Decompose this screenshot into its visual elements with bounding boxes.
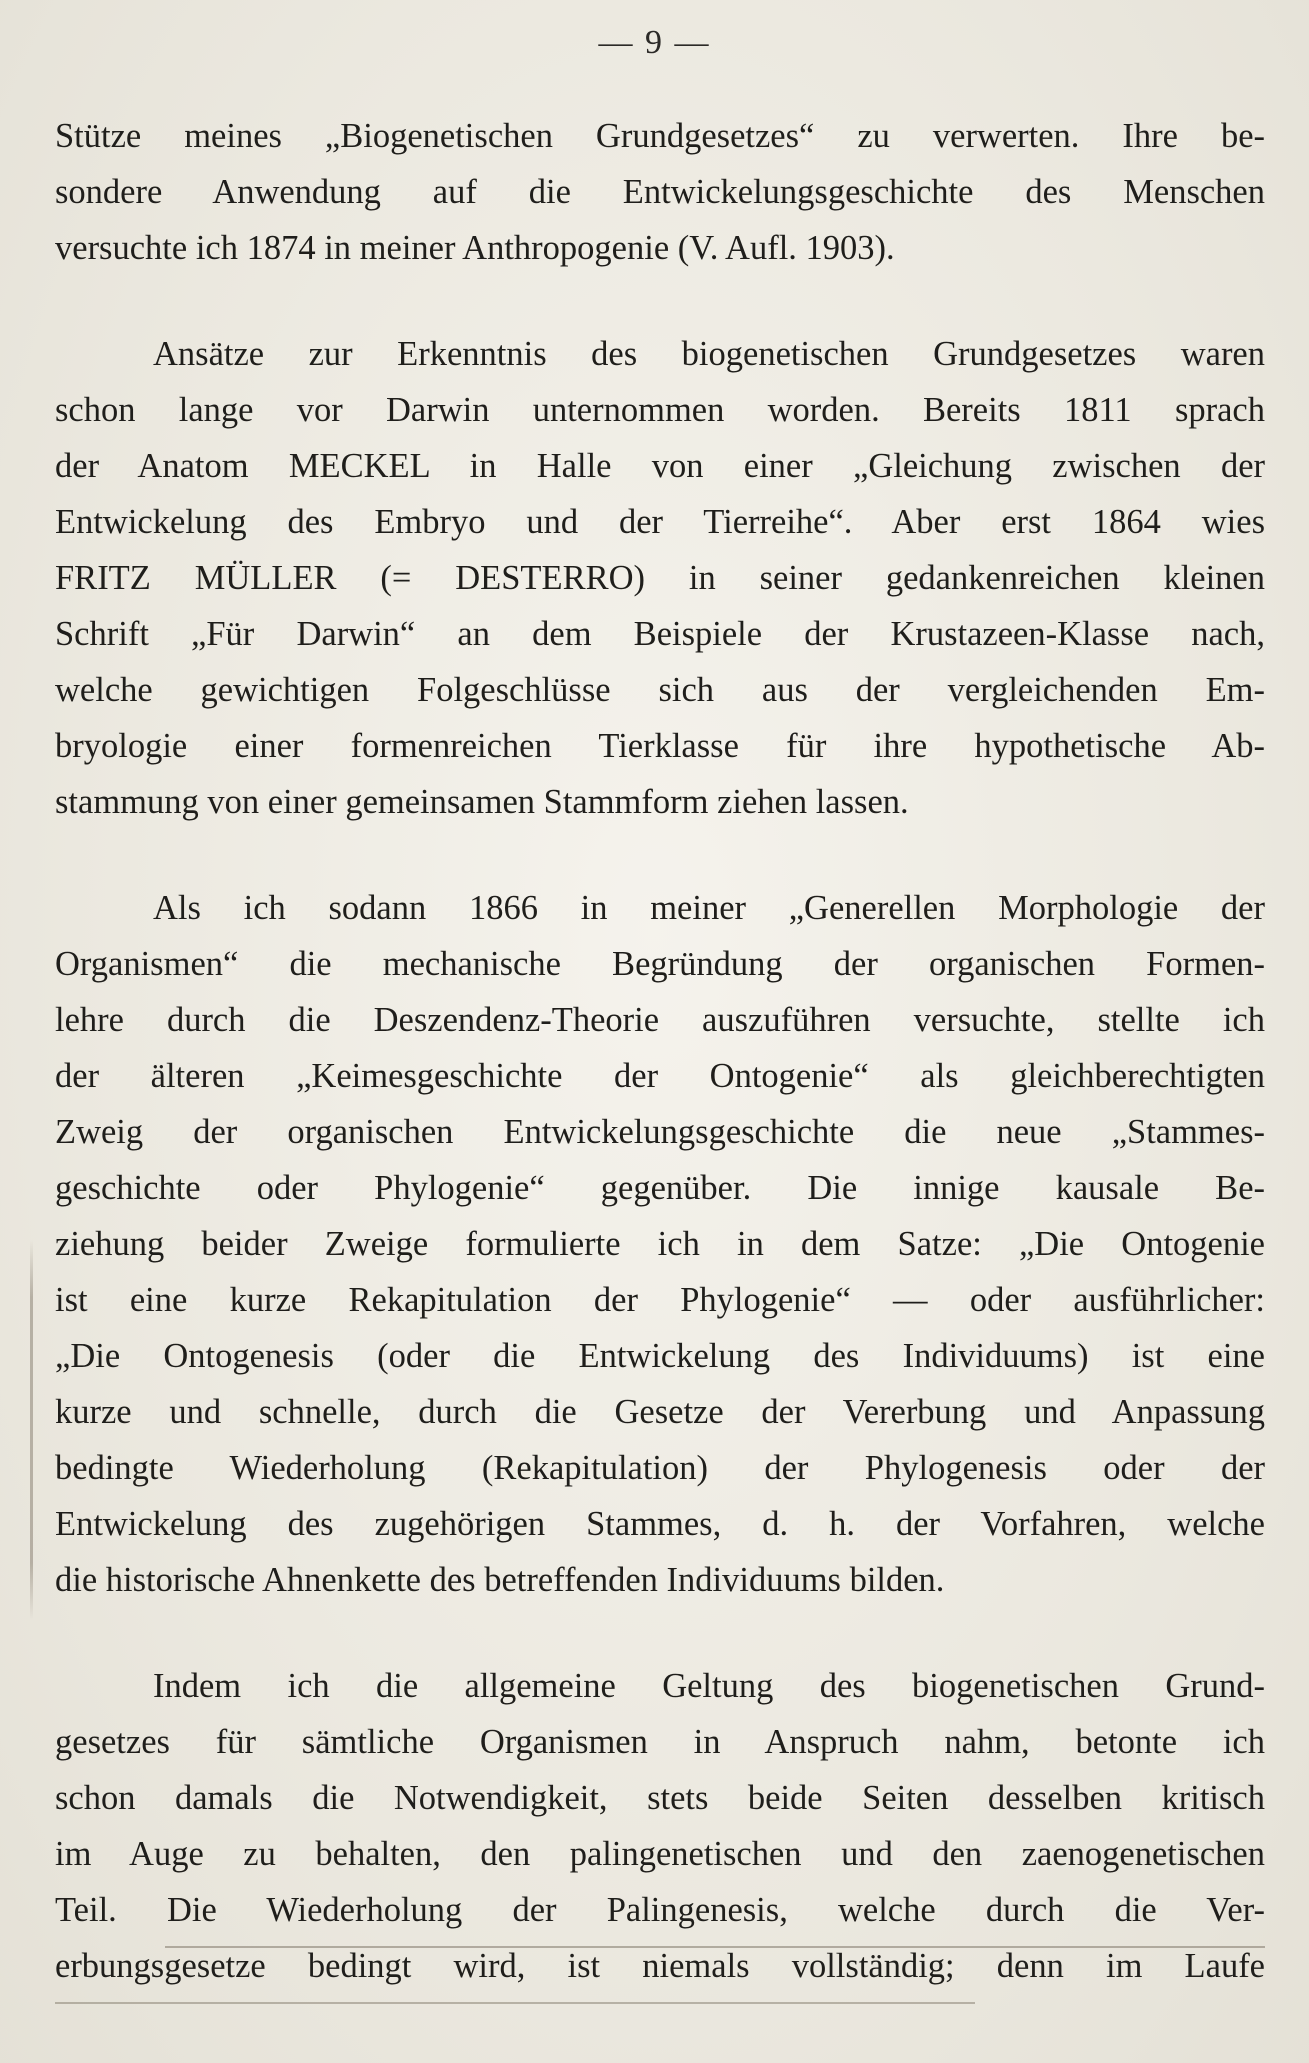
text-line: ziehung beider Zweige formulierte ich in dem Satze: „Die Ontogenie — [55, 1225, 1265, 1263]
paragraph-3 — [55, 880, 1265, 1608]
text-line: lehre durch die Deszendenz-Theorie auszuführen versuchte, stellte ich — [55, 1001, 1265, 1039]
text-line: welche gewichtigen Folgeschlüsse sich aus der vergleichenden Em- — [55, 671, 1265, 709]
text-line: geschichte oder Phylogenie“ gegenüber. Die innige kausale Be- — [55, 1169, 1265, 1207]
text-line: im Auge zu behalten, den palingenetischen und den zaenogenetischen — [55, 1835, 1265, 1873]
text-line: Organismen“ die mechanische Begründung der organischen Formen- — [55, 945, 1265, 983]
text-line: kurze und schnelle, durch die Gesetze der Vererbung und Anpassung — [55, 1393, 1265, 1431]
pencil-underline-mark-2 — [55, 2002, 975, 2004]
text-line: sondere Anwendung auf die Entwickelungsgeschichte des Menschen — [55, 173, 1265, 211]
paragraph-gap — [55, 1608, 1265, 1658]
text-line: ist eine kurze Rekapitulation der Phylogenie“ — oder ausführlicher: — [55, 1281, 1265, 1319]
text-line: die historische Ahnenkette des betreffenden Individuums bilden. — [55, 1561, 945, 1599]
paragraph-1 — [55, 108, 1265, 276]
text-line: Zweig der organischen Entwickelungsgeschichte die neue „Stammes- — [55, 1113, 1265, 1151]
text-line: „Die Ontogenesis (oder die Entwickelung des Individuums) ist eine — [55, 1337, 1265, 1375]
body-text — [55, 108, 1265, 1994]
text-line: Indem ich die allgemeine Geltung des biogenetischen Grund- — [153, 1667, 1265, 1705]
paragraph-4 — [55, 1658, 1265, 1994]
margin-pencil-mark — [30, 1240, 33, 1620]
text-line: schon lange vor Darwin unternommen worden. Bereits 1811 sprach — [55, 391, 1265, 429]
text-line: schon damals die Notwendigkeit, stets beide Seiten desselben kritisch — [55, 1779, 1265, 1817]
paragraph-gap — [55, 276, 1265, 326]
text-line: Ansätze zur Erkenntnis des biogenetischen Grundgesetzes waren — [153, 335, 1265, 373]
text-line: Entwickelung des Embryo und der Tierreihe“. Aber erst 1864 wies — [55, 503, 1265, 541]
page-number: — 9 — — [598, 24, 711, 61]
text-line: Als ich sodann 1866 in meiner „Generellen Morphologie der — [153, 889, 1265, 927]
text-line: Entwickelung des zugehörigen Stammes, d. h. der Vorfahren, welche — [55, 1505, 1265, 1543]
text-line: der älteren „Keimesgeschichte der Ontogenie“ als gleichberechtigten — [55, 1057, 1265, 1095]
text-line: bedingte Wiederholung (Rekapitulation) der Phylogenesis oder der — [55, 1449, 1265, 1487]
text-line: stammung von einer gemeinsamen Stammform ziehen lassen. — [55, 783, 909, 821]
text-line: Teil. Die Wiederholung der Palingenesis, welche durch die Ver- — [55, 1891, 1265, 1929]
text-line: bryologie einer formenreichen Tierklasse für ihre hypothetische Ab- — [55, 727, 1265, 765]
text-line: der Anatom MECKEL in Halle von einer „Gleichung zwischen der — [55, 447, 1265, 485]
text-line: Stütze meines „Biogenetischen Grundgesetzes“ zu verwerten. Ihre be- — [55, 117, 1265, 155]
paragraph-gap — [55, 830, 1265, 880]
text-line: versuchte ich 1874 in meiner Anthropogenie (V. Aufl. 1903). — [55, 229, 895, 267]
paragraph-2 — [55, 326, 1265, 830]
text-line: Schrift „Für Darwin“ an dem Beispiele der Krustazeen-Klasse nach, — [55, 615, 1265, 653]
text-line: erbungsgesetze bedingt wird, ist niemals vollständig; denn im Laufe — [55, 1947, 1265, 1985]
text-line: FRITZ MÜLLER (= DESTERRO) in seiner gedankenreichen kleinen — [55, 559, 1265, 597]
text-line: gesetzes für sämtliche Organismen in Anspruch nahm, betonte ich — [55, 1723, 1265, 1761]
